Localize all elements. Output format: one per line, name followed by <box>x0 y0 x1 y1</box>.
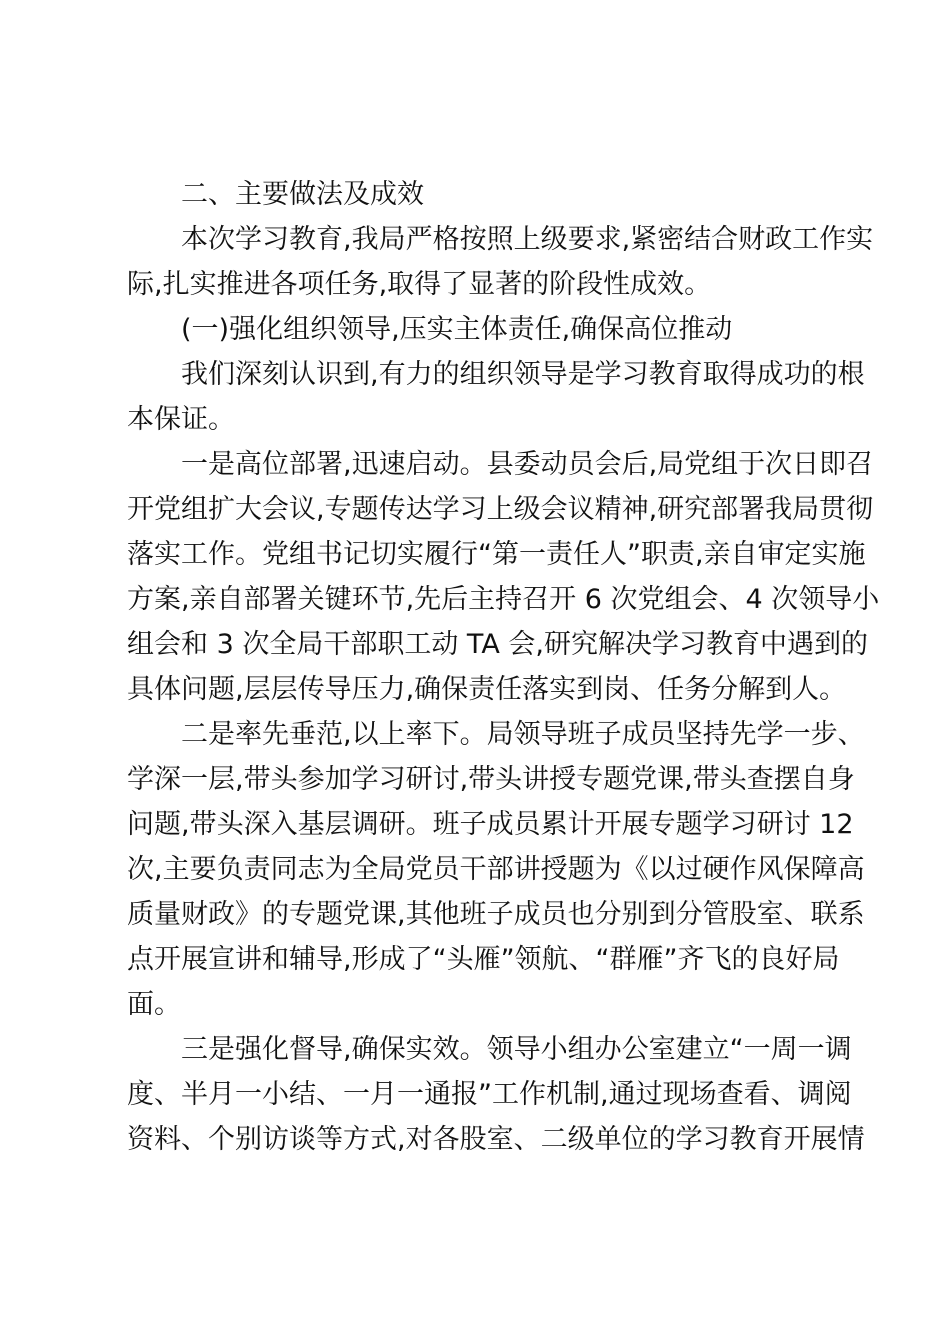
text-line: 一是高位部署,迅速启动。县委动员会后,局党组于次日即召 <box>181 449 874 480</box>
text-line: 次,主要负责同志为全局党员干部讲授题为《以过硬作风保障高 <box>127 854 865 885</box>
text-line: 质量财政》的专题党课,其他班子成员也分别到分管股室、联系 <box>127 899 865 930</box>
text-line: 面。 <box>127 989 181 1020</box>
text-line: (一)强化组织领导,压实主体责任,确保高位推动 <box>181 314 733 345</box>
paragraph <box>127 712 865 1027</box>
paragraph <box>127 352 865 442</box>
paragraph <box>127 442 880 712</box>
text-line: 点开展宣讲和辅导,形成了“头雁”领航、“群雁”齐飞的良好局 <box>127 944 840 975</box>
text-line: 二是率先垂范,以上率下。局领导班子成员坚持先学一步、 <box>181 719 865 750</box>
text-line: 度、半月一小结、一月一通报”工作机制,通过现场查看、调阅 <box>127 1079 852 1110</box>
text-line: 三是强化督导,确保实效。领导小组办公室建立“一周一调 <box>181 1034 852 1065</box>
text-line: 学深一层,带头参加学习研讨,带头讲授专题党课,带头查摆自身 <box>127 764 855 795</box>
subsection-heading <box>127 307 827 352</box>
text-line: 方案,亲自部署关键环节,先后主持召开 6 次党组会、4 次领导小 <box>127 584 880 615</box>
text-line: 开党组扩大会议,专题传达学习上级会议精神,研究部署我局贯彻 <box>127 494 874 525</box>
text-line: 本次学习教育,我局严格按照上级要求,紧密结合财政工作实 <box>181 224 874 255</box>
document-body <box>127 172 880 1162</box>
text-line: 资料、个别访谈等方式,对各股室、二级单位的学习教育开展情 <box>127 1124 865 1155</box>
text-line: 问题,带头深入基层调研。班子成员累计开展专题学习研讨 12 <box>127 809 854 840</box>
paragraph <box>127 217 874 307</box>
text-line: 具体问题,层层传导压力,确保责任落实到岗、任务分解到人。 <box>127 674 847 705</box>
text-line: 际,扎实推进各项任务,取得了显著的阶段性成效。 <box>127 269 712 300</box>
text-line: 本保证。 <box>127 404 235 435</box>
section-heading <box>127 172 827 217</box>
text-line: 二、主要做法及成效 <box>181 179 424 210</box>
text-line: 落实工作。党组书记切实履行“第一责任人”职责,亲自审定实施 <box>127 539 866 570</box>
paragraph <box>127 1027 865 1162</box>
text-line: 组会和 3 次全局干部职工动 TA 会,研究解决学习教育中遇到的 <box>127 629 868 660</box>
text-line: 我们深刻认识到,有力的组织领导是学习教育取得成功的根 <box>181 359 865 390</box>
